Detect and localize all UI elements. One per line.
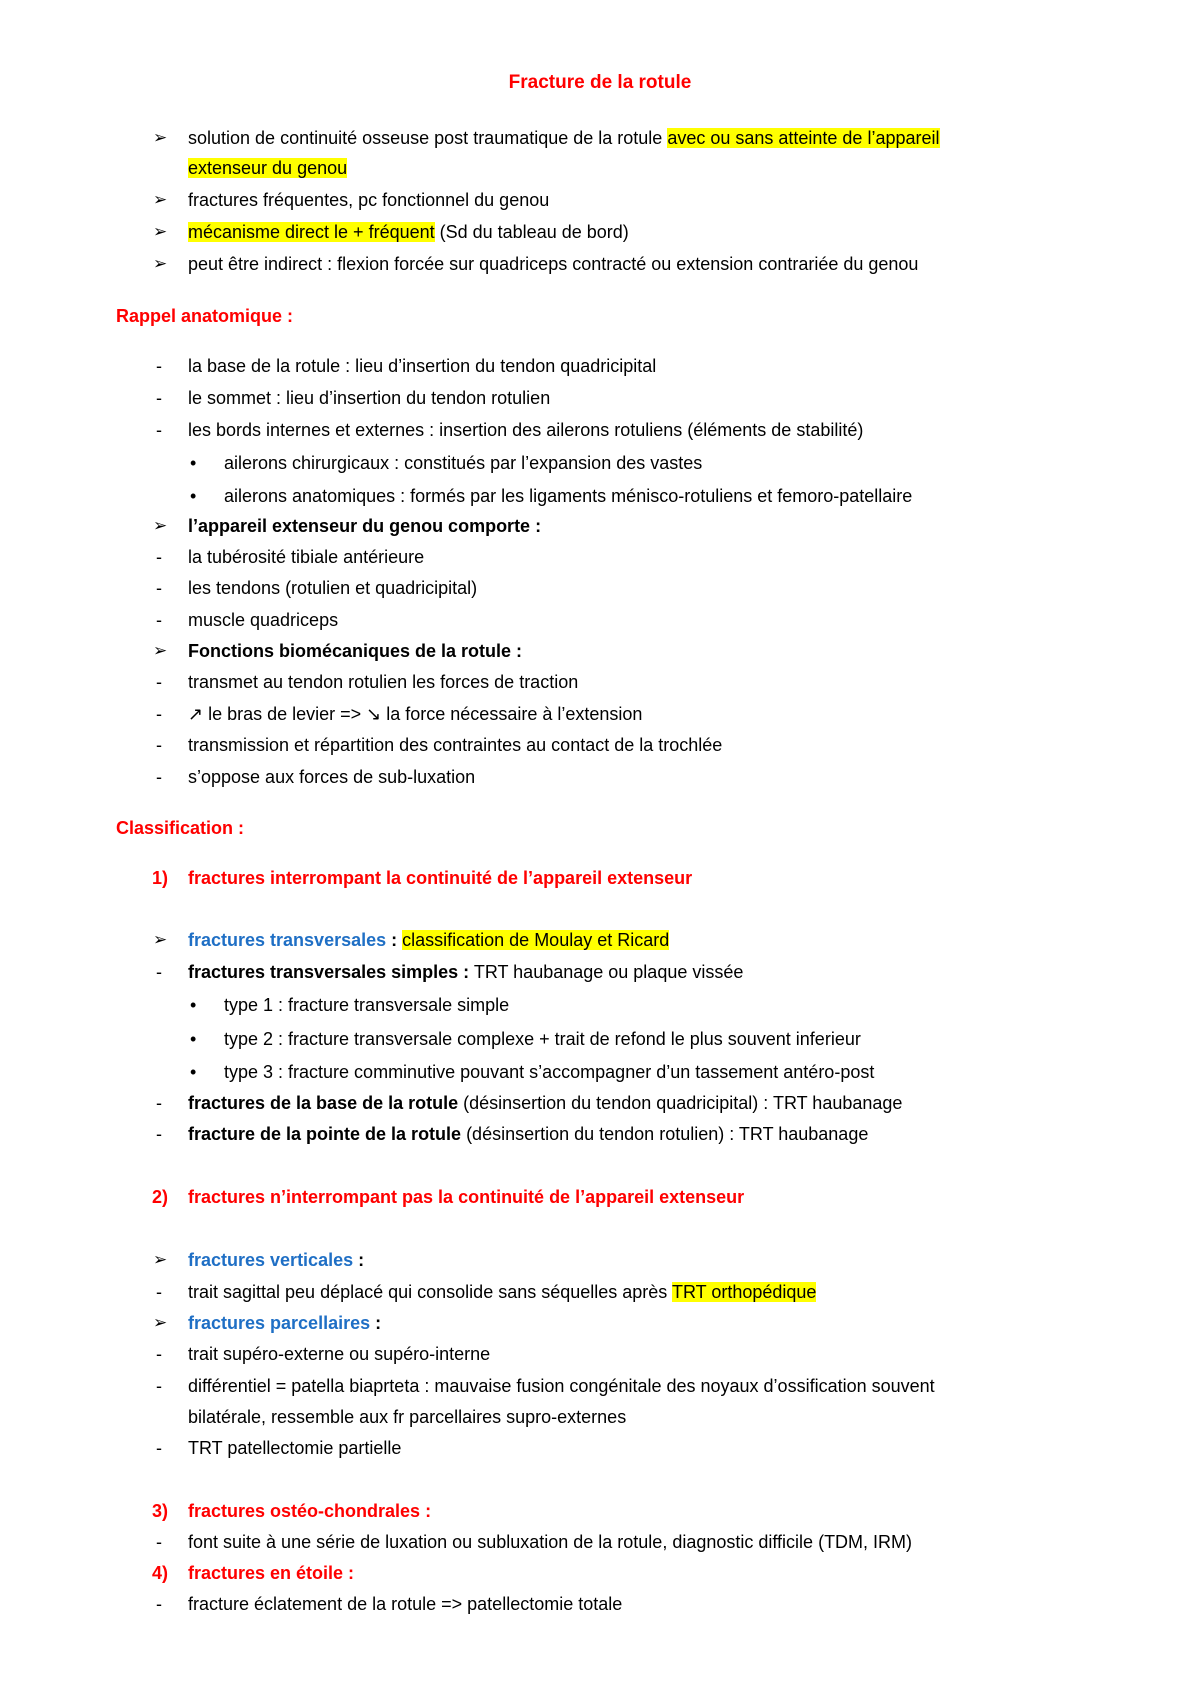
- arrow-bullet-icon: ➢: [153, 641, 168, 660]
- dash-bullet-icon: -: [156, 1282, 162, 1302]
- highlight: classification de Moulay et Ricard: [402, 930, 670, 950]
- intro-text: solution de continuité osseuse post traumatique de la rotule: [188, 128, 668, 148]
- dash-bullet-icon: -: [156, 962, 162, 982]
- arrow-bullet-icon: ➢: [153, 930, 168, 949]
- section-number: 2): [152, 1187, 169, 1207]
- arrow-bullet-icon: ➢: [153, 190, 168, 209]
- intro-highlight: extenseur du genou: [188, 158, 348, 178]
- round-bullet-icon: •: [190, 995, 197, 1015]
- arrow-bullet-icon: ➢: [153, 516, 168, 535]
- dash-bullet-icon: -: [156, 1124, 162, 1144]
- type-label: fractures transversales: [188, 930, 387, 950]
- dash-bullet-icon: -: [156, 1532, 162, 1552]
- section-number: 4): [152, 1563, 169, 1583]
- intro-highlight: avec ou sans atteinte de l’appareil: [667, 128, 940, 148]
- arrow-bullet-icon: ➢: [153, 222, 168, 241]
- dash-bullet-icon: -: [156, 356, 162, 376]
- intro-text: peut être indirect : flexion forcée sur quadriceps contracté ou extension contrariée du genou: [188, 254, 919, 274]
- arrow-bullet-icon: ➢: [153, 128, 168, 147]
- intro-text: (Sd du tableau de bord): [434, 222, 629, 242]
- dash-bullet-icon: -: [156, 735, 162, 755]
- dash-bullet-icon: -: [156, 1344, 162, 1364]
- page-title: Fracture de la rotule: [508, 72, 692, 93]
- arrow-bullet-icon: ➢: [153, 254, 168, 273]
- intro-highlight: mécanisme direct le + fréquent: [188, 222, 435, 242]
- round-bullet-icon: •: [190, 1062, 197, 1082]
- arrow-bullet-icon: ➢: [153, 1250, 168, 1269]
- dash-bullet-icon: -: [156, 420, 162, 440]
- round-bullet-icon: •: [190, 453, 197, 473]
- dash-bullet-icon: -: [156, 547, 162, 567]
- section-number: 3): [152, 1501, 169, 1521]
- type-label: fractures parcellaires: [188, 1313, 371, 1333]
- arrow-bullet-icon: ➢: [153, 1313, 168, 1332]
- round-bullet-icon: •: [190, 486, 197, 506]
- dash-bullet-icon: -: [156, 767, 162, 787]
- dash-bullet-icon: -: [156, 1093, 162, 1113]
- dash-bullet-icon: -: [156, 388, 162, 408]
- type-label: fractures verticales: [188, 1250, 354, 1270]
- round-bullet-icon: •: [190, 1029, 197, 1049]
- dash-bullet-icon: -: [156, 610, 162, 630]
- dash-bullet-icon: -: [156, 1438, 162, 1458]
- dash-bullet-icon: -: [156, 578, 162, 598]
- intro-text: fractures fréquentes, pc fonctionnel du genou: [188, 190, 550, 210]
- section-number: 1): [152, 868, 169, 888]
- dash-bullet-icon: -: [156, 1594, 162, 1614]
- highlight: TRT orthopédique: [671, 1282, 817, 1302]
- dash-bullet-icon: -: [156, 672, 162, 692]
- dash-bullet-icon: -: [156, 1376, 162, 1396]
- dash-bullet-icon: -: [156, 704, 162, 724]
